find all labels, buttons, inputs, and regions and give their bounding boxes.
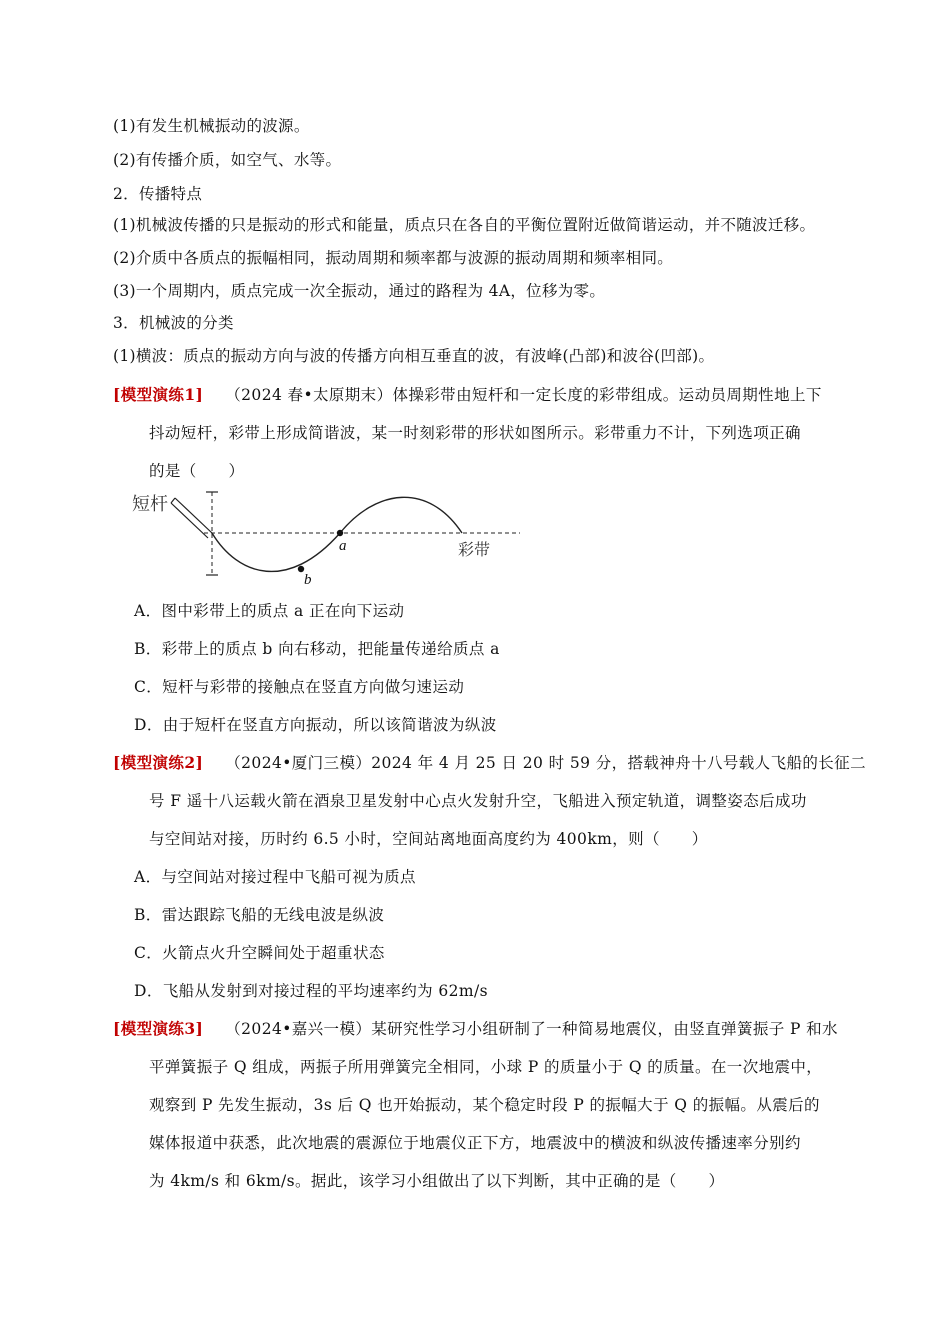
q2-text-1: （2024•厦门三模）2024 年 4 月 25 日 20 时 59 分，搭载神舟十八号载人飞船的长征二 [225, 754, 866, 772]
rod-label: 短杆 [132, 494, 168, 514]
q3-line-4: 媒体报道中获悉，此次地震的震源位于地震仪正下方，地震波中的横波和纵波传播速率分别约 [149, 1134, 801, 1152]
intro-line-3: (1)机械波传播的只是振动的形式和能量，质点只在各自的平衡位置附近做简谐运动，并不随波迁移。 [113, 216, 816, 234]
section-heading-propagation: 2．传播特点 [113, 185, 203, 203]
q2-line-2: 号 F 遥十八运载火箭在酒泉卫星发射中心点火发射升空，飞船进入预定轨道，调整姿态后成功 [149, 792, 807, 810]
q2-option-a: A．与空间站对接过程中飞船可视为质点 [134, 868, 416, 886]
q1-line-2: 抖动短杆，彩带上形成简谐波，某一时刻彩带的形状如图所示。彩带重力不计，下列选项正确 [149, 424, 801, 442]
intro-line-6: (1)横波：质点的振动方向与波的传播方向相互垂直的波，有波峰(凸部)和波谷(凹部)。 [113, 347, 715, 365]
q2-option-b: B．雷达跟踪飞船的无线电波是纵波 [134, 906, 385, 924]
point-a-label: a [339, 538, 347, 554]
q3-line-2: 平弹簧振子 Q 组成，两振子所用弹簧完全相同，小球 P 的质量小于 Q 的质量。在一次地震中， [149, 1058, 823, 1076]
q1-option-d: D．由于短杆在竖直方向振动，所以该简谐波为纵波 [134, 716, 497, 734]
point-a-dot [337, 530, 343, 536]
q2-option-d: D．飞船从发射到对接过程的平均速率约为 62m/s [134, 982, 488, 1000]
intro-line-4: (2)介质中各质点的振幅相同，振动周期和频率都与波源的振动周期和频率相同。 [113, 249, 674, 267]
point-b-label: b [304, 572, 312, 588]
q2-option-c: C．火箭点火升空瞬间处于超重状态 [134, 944, 385, 962]
q2-line-1 [113, 751, 866, 773]
short-rod [171, 498, 212, 538]
intro-line-1: (1)有发生机械振动的波源。 [113, 117, 310, 135]
q2-line-3: 与空间站对接，历时约 6.5 小时，空间站离地面高度约为 400km，则（ ） [149, 830, 708, 848]
q3-text-1: （2024•嘉兴一模）某研究性学习小组研制了一种简易地震仪，由竖直弹簧振子 P 和水 [225, 1020, 838, 1038]
q1-line-3: 的是（ ） [149, 462, 245, 480]
q1-option-a: A．图中彩带上的质点 a 正在向下运动 [134, 602, 405, 620]
q1-option-b: B．彩带上的质点 b 向右移动，把能量传递给质点 a [134, 640, 500, 658]
q1-tag: [模型演练1] [113, 385, 204, 404]
intro-line-5: (3)一个周期内，质点完成一次全振动，通过的路程为 4A，位移为零。 [113, 282, 606, 300]
section-heading-classification: 3．机械波的分类 [113, 314, 234, 332]
q3-line-1 [113, 1017, 838, 1039]
q3-tag: [模型演练3] [113, 1019, 204, 1038]
q3-line-5: 为 4km/s 和 6km/s。据此，该学习小组做出了以下判断，其中正确的是（ ） [149, 1172, 725, 1190]
intro-line-2: (2)有传播介质，如空气、水等。 [113, 151, 342, 169]
q1-option-c: C．短杆与彩带的接触点在竖直方向做匀速运动 [134, 678, 465, 696]
q2-tag: [模型演练2] [113, 753, 204, 772]
ribbon-label: 彩带 [458, 542, 491, 559]
ribbon-wave-figure [128, 484, 528, 594]
q3-line-3: 观察到 P 先发生振动，3s 后 Q 也开始振动，某个稳定时段 P 的振幅大于 Q 的振幅。从震后的 [149, 1096, 820, 1114]
q1-text-1: （2024 春•太原期末）体操彩带由短杆和一定长度的彩带组成。运动员周期性地上下 [225, 386, 822, 404]
q1-line-1 [113, 383, 822, 405]
ribbon-wave-curve [212, 497, 462, 571]
